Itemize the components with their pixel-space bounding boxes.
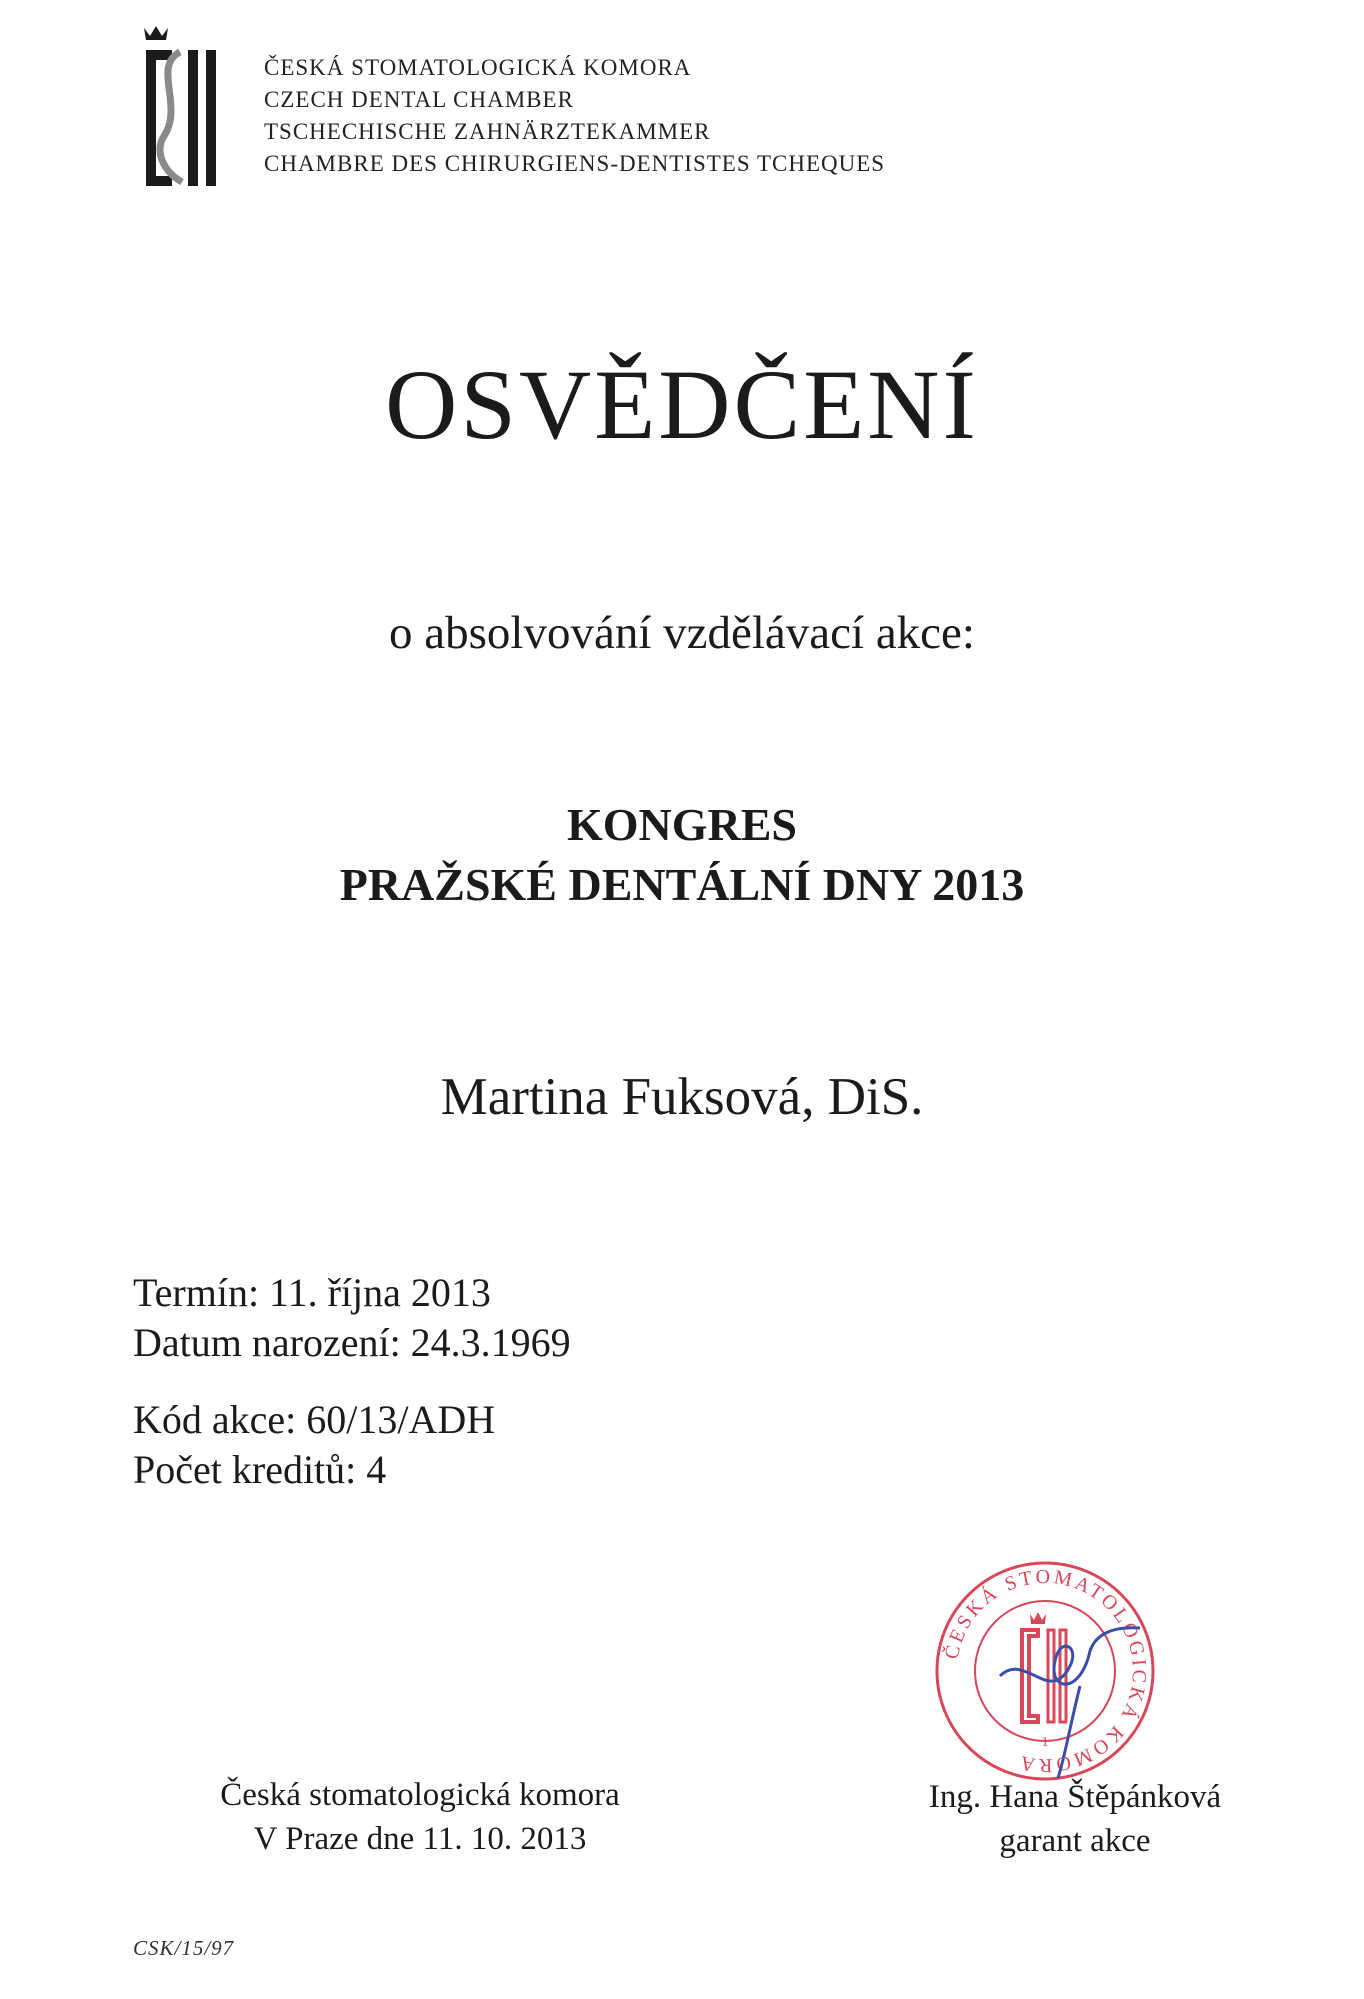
guarantor-role: garant akce <box>999 1823 1151 1859</box>
certificate-title: OSVĚDČENÍ <box>385 349 979 460</box>
stamp-seal-icon <box>930 1556 1160 1786</box>
event-details <box>133 1268 571 1368</box>
event-code-details <box>133 1395 495 1495</box>
guarantor-name: Ing. Hana Štěpánková <box>928 1779 1222 1815</box>
issuer-block <box>140 1773 700 1861</box>
org-name-en: CZECH DENTAL CHAMBER <box>264 87 574 112</box>
official-stamp <box>930 1556 1160 1786</box>
guarantor-block <box>855 1775 1295 1863</box>
form-code: CSK/15/97 <box>133 1936 235 1960</box>
svg-text:1: 1 <box>1041 1735 1049 1750</box>
event-code: Kód akce: 60/13/ADH <box>133 1397 496 1442</box>
org-name-fr: CHAMBRE DES CHIRURGIENS-DENTISTES TCHEQUES <box>264 151 886 176</box>
event-name-line2: PRAŽSKÉ DENTÁLNÍ DNY 2013 <box>339 859 1025 910</box>
chamber-logo <box>128 26 236 196</box>
org-name-cz: ČESKÁ STOMATOLOGICKÁ KOMORA <box>264 55 692 80</box>
issuer-name: Česká stomatologická komora <box>220 1777 620 1813</box>
org-names <box>264 52 885 180</box>
issue-place-date: V Praze dne 11. 10. 2013 <box>253 1821 587 1857</box>
svg-text:ČESKÁ STOMATOLOGICKÁ KOMORA: ČESKÁ STOMATOLOGICKÁ KOMORA <box>940 1565 1151 1777</box>
event-term: Termín: 11. října 2013 <box>133 1270 491 1315</box>
birth-date: Datum narození: 24.3.1969 <box>133 1320 571 1365</box>
recipient-name: Martina Fuksová, DiS. <box>440 1068 924 1126</box>
credit-count: Počet kreditů: 4 <box>133 1447 387 1492</box>
event-name-line1: KONGRES <box>566 799 798 850</box>
certificate-subtitle: o absolvování vzdělávací akce: <box>389 607 975 659</box>
org-name-de: TSCHECHISCHE ZAHNÄRZTEKAMMER <box>264 119 711 144</box>
csk-monogram-icon <box>128 26 236 196</box>
event-name <box>0 795 1364 915</box>
